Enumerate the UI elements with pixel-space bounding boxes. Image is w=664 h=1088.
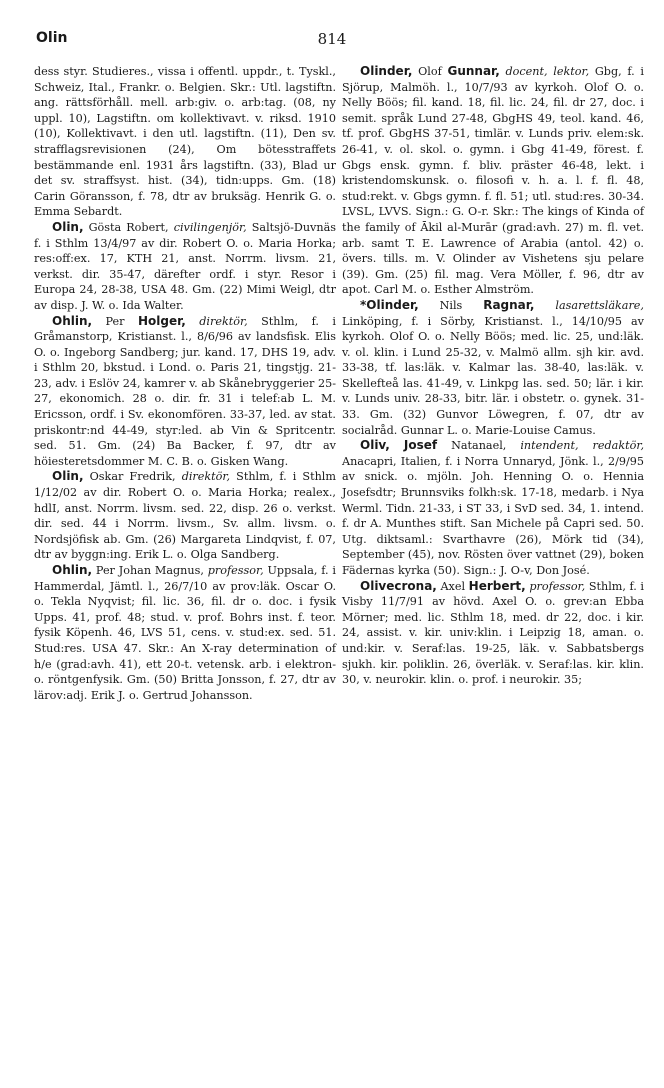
biography-entry (34, 563, 336, 703)
entry-given-names: Oskar (83, 470, 124, 484)
continuation-paragraph: dess styr. Studieres., vissa i offentl. uppdr., t. Tyskl., Schweiz, Ital., Frankr. o. Belgien. Skr.: Utl. lagstiftn. ang. rättsförhåll. mell. arb:giv. o. arb:tag. (08, ny uppl. 10), Lagstiftn. om kollektivavt. v. riksd. 1910 (10), Kollektivavt. i den utl. lagstiftn. (11), Den sv. strafflagsrevisionen (24), Om bötesstraffets bestämmande enl. 1931 års lagstiftn. (33), Blad ur det sv. straffsyst. hist. (34), tidn:upps. Gm. (18) Carin Göransson, f. 78, dtr av bruksäg. Henrik G. o. Emma Sebardt. (34, 65, 336, 219)
biography-entry (34, 314, 336, 470)
biography-entry (342, 64, 644, 298)
biography-entry (34, 469, 336, 563)
entry-surname: Ohlin, (52, 313, 93, 328)
entry-surname: Ohlin, (52, 563, 93, 577)
biography-entry (34, 220, 336, 314)
left-column (34, 64, 336, 703)
entry-text: Saltsjö-Duvnäs f. i Sthlm 13/4/97 av dir. Robert O. o. Maria Horka; res:off:ex. 17, KTH 21, anst. Norrm. livsm. 21, verkst. dir. 35-47, därefter ordf. i styr. Resor i Europa 24, 28-38, USA 48. Gm. (22) Mimi Weigl, dtr av disp. J. W. o. Ida Walter. (34, 220, 336, 312)
entry-given-names (390, 439, 404, 452)
entry-given-names: Per (92, 564, 115, 577)
running-head: Olin (36, 30, 68, 46)
entry-text: Linköping, f. i Sörby, Kristianst. l., 14/10/95 av kyrkoh. Olof O. o. Nelly Böös; med. lic. 25, und:läk. v. ol. klin. i Lund 25-32, v. Malmö allm. sjh kir. avd. 33-38, tf. las:läk. v. Kalmar las. 38-40, las:läk. v. Skellefteå las. 41-49, v. Linkpg las. sed. 50; lär. i kir. v. Lunds univ. 28-33, bitr. lär. i obstetr. o. gynek. 31-33. Gm. (32) Gunvor Löwegren, f. 07, dtr av socialråd. Gunnar L. o. Marie-Louise Camus. (342, 314, 644, 437)
biography-entry (342, 438, 644, 578)
entry-surname: Olin, (52, 469, 84, 484)
entry-surname: *Olinder, (360, 297, 419, 312)
entry-title: civilingenjör, (173, 220, 247, 234)
entry-given-names: Nils (418, 298, 484, 312)
entry-text: Anacapri, Italien, f. i Norra Unnaryd, Jönk. l., 2/9/95 av snick. o. mjöln. Joh. Henning O. o. Hennia Josefsdtr; Brunnsviks folkh:sk. 17-18, medarb. i Nya Werml. Tidn. 21-33, i ST 33, i SvD sed. 34, 1. intend. f. dr A. Munthes stift. San Michele på Capri sed. 50. Utg. diktsaml.: Svarthavre (26), Mörk tid (34), September (45), nov. Rösten över vattnet (29), boken Fädernas kyrka (50). Sign.: J. O-v, Don José. (342, 454, 644, 577)
entry-given-names: Per (92, 314, 138, 328)
entry-given-names-rest (534, 299, 555, 312)
entry-given-names-rest: Johan Magnus, (114, 564, 208, 577)
entry-given-names: Gösta (83, 220, 122, 234)
entry-text: Sthlm, f. i Gråmanstorp, Kristianst. l., 8/6/96 av landsfisk. Elis O. o. Ingeborg Sandberg; jur. kand. 17, DHS 19, adv. i Sthlm 20, bkstud. i Lond. o. Paris 21, tingstjg. 21-23, adv. i Eslöv 24, kamrer v. ab Skånebryggerier 25-27, ekonomich. 28 o. dir. fr. 31 i telef:ab L. M. Ericsson, ordf. i Sv. ekonomfören. 33-37, led. av stat. priskontr:nd 44-49, styr:led. ab Vin & Spritcentr. sed. 51. Gm. (24) Ba Backer, f. 97, dtr av höiesteretsdommer M. C. B. o. Gisken Wang. (34, 314, 336, 468)
entry-callname: Holger, (137, 313, 186, 328)
entry-title: direktör, (199, 314, 248, 328)
entry-given-names-rest: Robert, (121, 220, 174, 234)
entry-callname: Ragnar, (483, 297, 535, 312)
entry-text: Sthlm, f. i Visby 11/7/91 av hövd. Axel O. o. grev:an Ebba Mörner; med. lic. Sthlm 18, med. dr 22, doc. i kir. 24, assist. v. kir. univ:klin. i Leipzig 18, aman. o. und:kir. v. Seraf:las. 19-25, läk. v. Sabbatsbergs sjukh. kir. poliklin. 26, överläk. v. Seraf:las. kir. klin. 30, v. neurokir. klin. o. prof. i neurokir. 35; (342, 579, 645, 687)
entry-title: direktör, (181, 470, 231, 484)
entry-surname: Oliv, (360, 438, 390, 453)
page-header (36, 30, 628, 50)
entry-callname: Gunnar, (447, 64, 500, 78)
entry-callname: Herbert, (468, 578, 526, 593)
biography-entry (342, 298, 644, 438)
entry-surname: Olinder, (360, 64, 413, 78)
entry-given-names: Olof (412, 65, 448, 78)
entry-title: professor, (529, 579, 586, 593)
entry-text: Gbg, f. i Sjörup, Malmöh. l., 10/7/93 av kyrkoh. Olof O. o. Nelly Böös; fil. kand. 18, fil. lic. 24, fil. dr 27, doc. i semit. språk Lund 27-48, GbgHS 49, teol. kand. 46, tf. prof. GbgHS 37-51, timlär. v. Lunds priv. elem:sk. 26-41, v. ol. skol. o. gymn. i Gbg 41-49, förest. f. Gbgs ensk. gymn. f. bliv. präster 46-48, lekt. i kristendomskunsk. o. filosofi v. h. a. l. f. fl. 48, stud:rekt. v. Gbgs gymn. f. fl. 51; utl. stud:res. 30-34. LVSL, LVVS. Sign.: G. O-r. Skr.: The kings of Kinda of the family of Ākil al-Murār (grad:avh. 27) m. fl. vet. arb. samt T. E. Lawrence of Arabia (antol. 42) o. övers. tills. m. V. Olinder av Vishetens sju pelare (39). Gm. (25) fil. mag. Vera Möller, f. 96, dtr av apot. Carl M. o. Esther Almström. (342, 65, 644, 297)
entry-surname: Olivecrona, (360, 578, 437, 593)
entry-given-names: Axel (436, 579, 469, 593)
entry-given-names-rest: Natanael, (437, 439, 521, 453)
entry-surname: Olin, (52, 219, 84, 234)
entry-title: lasarettsläkare, (555, 298, 644, 312)
entry-text: Sthlm, f. i Sthlm 1/12/02 av dir. Robert O. o. Maria Horka; realex., hdlI, anst. Norrm. livsm. sed. 22, disp. 26 o. verkst. dir. sed. 44 i Norrm. livsm., Sv. allm. livsm. o. Nordsjöfisk ab. Gm. (26) Margareta Lindqvist, f. 07, dtr av byggn:ing. Erik L. o. Olga Sandberg. (34, 470, 336, 562)
entry-title: professor, (207, 564, 264, 577)
entry-callname: Josef (403, 438, 438, 453)
entry-text: Uppsala, f. i Hammerdal, Jämtl. l., 26/7/10 av prov:läk. Oscar O. o. Tekla Nyqvist; fil. lic. 36, fil. dr o. doc. i fysik Upps. 41, prof. 48; stud. v. prof. Bohrs inst. f. teor. fysik Köpenh. 46, LVS 51, cens. v. stud:ex. sed. 51. Stud:res. USA 47. Skr.: An X-ray determination of h/e (grad:avh. 41), ett 20-t. vetensk. arb. i elektron- o. röntgenfysik. Gm. (50) Britta Jonsson, f. 27, dtr av lärov:adj. Erik J. o. Gertrud Johansson. (34, 564, 336, 702)
entry-given-names-rest: Fredrik, (123, 470, 182, 484)
entry-given-names-rest (186, 315, 199, 328)
page-number: 814 (317, 30, 347, 48)
entry-title: docent, lektor, (505, 65, 590, 78)
right-column (342, 64, 644, 688)
entry-title: intendent, redaktör, (520, 439, 644, 453)
biography-entry (342, 579, 644, 688)
